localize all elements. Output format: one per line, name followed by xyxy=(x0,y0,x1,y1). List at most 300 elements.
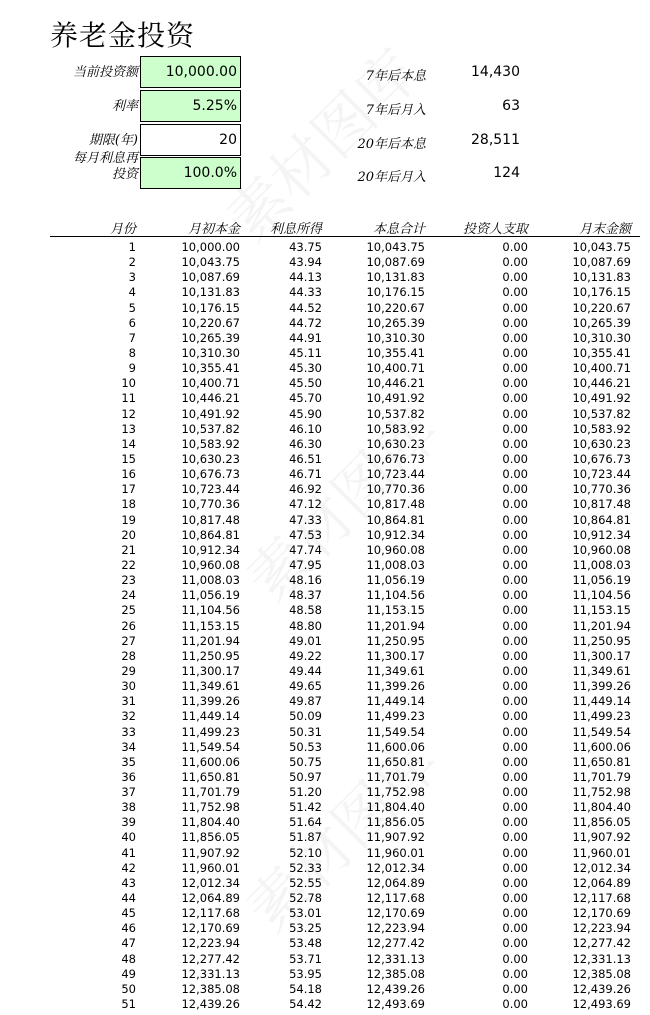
reinvest-input[interactable]: 100.0% xyxy=(140,157,241,189)
cell-month: 23 xyxy=(121,573,136,588)
table-row xyxy=(0,997,650,1012)
cell-closing-amount: 11,300.17 xyxy=(572,648,631,663)
cell-interest: 52.10 xyxy=(289,845,322,860)
cell-total: 11,349.61 xyxy=(366,663,425,678)
cell-month: 31 xyxy=(121,694,136,709)
cell-total: 10,676.73 xyxy=(366,451,425,466)
cell-total: 10,491.92 xyxy=(366,391,425,406)
cell-interest: 47.33 xyxy=(289,512,322,527)
table-row xyxy=(0,725,650,740)
cell-opening-principal: 12,012.34 xyxy=(181,875,240,890)
cell-interest: 47.74 xyxy=(289,542,322,557)
cell-opening-principal: 11,056.19 xyxy=(181,588,240,603)
cell-month: 39 xyxy=(121,815,136,830)
table-row xyxy=(0,331,650,346)
cell-interest: 50.75 xyxy=(289,754,322,769)
cell-opening-principal: 11,600.06 xyxy=(181,754,240,769)
cell-total: 10,131.83 xyxy=(366,270,425,285)
cell-interest: 47.53 xyxy=(289,527,322,542)
cell-interest: 49.65 xyxy=(289,679,322,694)
cell-month: 3 xyxy=(128,270,136,285)
cell-month: 25 xyxy=(121,603,136,618)
cell-opening-principal: 10,446.21 xyxy=(181,391,240,406)
cell-withdrawal: 0.00 xyxy=(502,739,528,754)
table-row xyxy=(0,649,650,664)
cell-interest: 46.92 xyxy=(289,482,322,497)
cell-closing-amount: 10,960.08 xyxy=(572,542,631,557)
cell-withdrawal: 0.00 xyxy=(502,330,528,345)
cell-total: 10,960.08 xyxy=(366,542,425,557)
cell-closing-amount: 10,630.23 xyxy=(572,436,631,451)
cell-month: 44 xyxy=(121,891,136,906)
cell-total: 10,265.39 xyxy=(366,315,425,330)
cell-opening-principal: 12,170.69 xyxy=(181,921,240,936)
cell-opening-principal: 11,153.15 xyxy=(181,618,240,633)
header-interest: 利息所得 xyxy=(269,222,322,237)
cell-month: 49 xyxy=(121,966,136,981)
table-row xyxy=(0,407,650,422)
cell-total: 10,087.69 xyxy=(366,255,425,270)
cell-opening-principal: 11,856.05 xyxy=(181,830,240,845)
cell-closing-amount: 12,117.68 xyxy=(572,891,631,906)
table-row xyxy=(0,422,650,437)
cell-closing-amount: 11,549.54 xyxy=(572,724,631,739)
cell-opening-principal: 10,912.34 xyxy=(181,542,240,557)
cell-closing-amount: 12,277.42 xyxy=(572,936,631,951)
cell-withdrawal: 0.00 xyxy=(502,633,528,648)
cell-interest: 52.78 xyxy=(289,891,322,906)
cell-month: 41 xyxy=(121,845,136,860)
table-row xyxy=(0,679,650,694)
cell-opening-principal: 11,399.26 xyxy=(181,694,240,709)
cell-interest: 43.75 xyxy=(289,240,322,254)
cell-closing-amount: 10,537.82 xyxy=(572,406,631,421)
cell-month: 20 xyxy=(121,527,136,542)
cell-withdrawal: 0.00 xyxy=(502,451,528,466)
result-label-20y-total: 20年后本息 xyxy=(357,137,426,152)
cell-interest: 49.01 xyxy=(289,633,322,648)
cell-month: 14 xyxy=(121,436,136,451)
result-label-7y-total: 7年后本息 xyxy=(365,69,426,84)
cell-interest: 53.01 xyxy=(289,906,322,921)
cell-closing-amount: 10,446.21 xyxy=(572,376,631,391)
cell-closing-amount: 10,912.34 xyxy=(572,527,631,542)
cell-total: 10,220.67 xyxy=(366,300,425,315)
table-row xyxy=(0,936,650,951)
cell-total: 12,064.89 xyxy=(366,875,425,890)
cell-month: 15 xyxy=(121,451,136,466)
cell-withdrawal: 0.00 xyxy=(502,497,528,512)
cell-opening-principal: 10,817.48 xyxy=(181,512,240,527)
cell-month: 9 xyxy=(128,361,136,376)
cell-closing-amount: 12,170.69 xyxy=(572,906,631,921)
cell-closing-amount: 11,907.92 xyxy=(572,830,631,845)
cell-closing-amount: 10,817.48 xyxy=(572,497,631,512)
cell-month: 18 xyxy=(121,497,136,512)
cell-opening-principal: 10,220.67 xyxy=(181,315,240,330)
cell-month: 43 xyxy=(121,875,136,890)
cell-interest: 50.09 xyxy=(289,709,322,724)
cell-opening-principal: 11,549.54 xyxy=(181,739,240,754)
table-row xyxy=(0,982,650,997)
cell-month: 37 xyxy=(121,785,136,800)
cell-withdrawal: 0.00 xyxy=(502,300,528,315)
cell-opening-principal: 10,723.44 xyxy=(181,482,240,497)
cell-interest: 49.44 xyxy=(289,663,322,678)
cell-month: 1 xyxy=(128,240,136,254)
cell-closing-amount: 11,701.79 xyxy=(572,769,631,784)
cell-withdrawal: 0.00 xyxy=(502,467,528,482)
header-withdrawal: 投资人支取 xyxy=(462,222,528,237)
cell-total: 11,250.95 xyxy=(366,633,425,648)
cell-month: 21 xyxy=(121,542,136,557)
result-label-7y-monthly: 7年后月入 xyxy=(365,103,426,118)
table-row xyxy=(0,694,650,709)
cell-interest: 46.51 xyxy=(289,451,322,466)
table-row xyxy=(0,921,650,936)
cell-month: 45 xyxy=(121,906,136,921)
cell-closing-amount: 11,449.14 xyxy=(572,694,631,709)
cell-month: 32 xyxy=(121,709,136,724)
principal-input[interactable]: 10,000.00 xyxy=(140,56,241,88)
cell-total: 10,355.41 xyxy=(366,345,425,360)
cell-total: 12,385.08 xyxy=(366,966,425,981)
cell-withdrawal: 0.00 xyxy=(502,285,528,300)
cell-opening-principal: 12,331.13 xyxy=(181,966,240,981)
cell-interest: 45.50 xyxy=(289,376,322,391)
cell-closing-amount: 10,723.44 xyxy=(572,467,631,482)
cell-total: 11,153.15 xyxy=(366,603,425,618)
cell-total: 12,012.34 xyxy=(366,860,425,875)
result-label-20y-monthly: 20年后月入 xyxy=(357,170,426,185)
cell-closing-amount: 10,220.67 xyxy=(572,300,631,315)
cell-withdrawal: 0.00 xyxy=(502,648,528,663)
cell-month: 17 xyxy=(121,482,136,497)
cell-total: 10,864.81 xyxy=(366,512,425,527)
cell-total: 10,770.36 xyxy=(366,482,425,497)
cell-closing-amount: 11,960.01 xyxy=(572,845,631,860)
cell-closing-amount: 11,499.23 xyxy=(572,709,631,724)
cell-total: 11,104.56 xyxy=(366,588,425,603)
cell-month: 12 xyxy=(121,406,136,421)
cell-withdrawal: 0.00 xyxy=(502,618,528,633)
cell-month: 2 xyxy=(128,255,136,270)
cell-interest: 44.72 xyxy=(289,315,322,330)
table-row xyxy=(0,800,650,815)
cell-month: 19 xyxy=(121,512,136,527)
cell-month: 6 xyxy=(128,315,136,330)
cell-opening-principal: 12,064.89 xyxy=(181,891,240,906)
cell-interest: 44.91 xyxy=(289,330,322,345)
cell-opening-principal: 11,804.40 xyxy=(181,815,240,830)
cell-month: 4 xyxy=(128,285,136,300)
cell-month: 27 xyxy=(121,633,136,648)
input-label-rate: 利率 xyxy=(111,99,138,114)
cell-opening-principal: 10,176.15 xyxy=(181,300,240,315)
cell-withdrawal: 0.00 xyxy=(502,724,528,739)
result-value-20y-total: 28,511 xyxy=(471,132,520,148)
cell-withdrawal: 0.00 xyxy=(502,785,528,800)
input-label-term: 期限(年) xyxy=(88,133,138,148)
cell-month: 30 xyxy=(121,679,136,694)
cell-month: 33 xyxy=(121,724,136,739)
cell-total: 11,499.23 xyxy=(366,709,425,724)
cell-total: 10,723.44 xyxy=(366,467,425,482)
table-row xyxy=(0,830,650,845)
table-row xyxy=(0,376,650,391)
cell-total: 11,201.94 xyxy=(366,618,425,633)
cell-withdrawal: 0.00 xyxy=(502,436,528,451)
cell-closing-amount: 11,349.61 xyxy=(572,663,631,678)
page-title: 养老金投资 xyxy=(50,19,196,52)
cell-closing-amount: 10,491.92 xyxy=(572,391,631,406)
cell-withdrawal: 0.00 xyxy=(502,421,528,436)
table-header xyxy=(50,218,640,237)
cell-opening-principal: 10,864.81 xyxy=(181,527,240,542)
cell-total: 11,449.14 xyxy=(366,694,425,709)
table-body xyxy=(0,240,650,1012)
cell-opening-principal: 11,752.98 xyxy=(181,800,240,815)
cell-opening-principal: 11,960.01 xyxy=(181,860,240,875)
cell-opening-principal: 10,000.00 xyxy=(181,240,240,254)
cell-interest: 54.18 xyxy=(289,981,322,996)
cell-withdrawal: 0.00 xyxy=(502,906,528,921)
cell-closing-amount: 10,355.41 xyxy=(572,345,631,360)
cell-opening-principal: 12,277.42 xyxy=(181,951,240,966)
cell-withdrawal: 0.00 xyxy=(502,557,528,572)
cell-closing-amount: 10,131.83 xyxy=(572,270,631,285)
cell-opening-principal: 10,310.30 xyxy=(181,345,240,360)
cell-withdrawal: 0.00 xyxy=(502,512,528,527)
cell-withdrawal: 0.00 xyxy=(502,376,528,391)
result-value-20y-monthly: 124 xyxy=(493,165,520,181)
cell-closing-amount: 10,176.15 xyxy=(572,285,631,300)
cell-closing-amount: 12,012.34 xyxy=(572,860,631,875)
cell-withdrawal: 0.00 xyxy=(502,921,528,936)
cell-closing-amount: 11,056.19 xyxy=(572,573,631,588)
cell-total: 11,008.03 xyxy=(366,557,425,572)
cell-interest: 45.30 xyxy=(289,361,322,376)
table-row xyxy=(0,815,650,830)
table-row xyxy=(0,316,650,331)
cell-interest: 47.12 xyxy=(289,497,322,512)
cell-month: 35 xyxy=(121,754,136,769)
cell-closing-amount: 12,439.26 xyxy=(572,981,631,996)
table-row xyxy=(0,285,650,300)
cell-withdrawal: 0.00 xyxy=(502,482,528,497)
cell-opening-principal: 11,104.56 xyxy=(181,603,240,618)
cell-interest: 52.55 xyxy=(289,875,322,890)
cell-closing-amount: 11,153.15 xyxy=(572,603,631,618)
cell-closing-amount: 12,064.89 xyxy=(572,875,631,890)
cell-closing-amount: 11,856.05 xyxy=(572,815,631,830)
cell-withdrawal: 0.00 xyxy=(502,860,528,875)
cell-opening-principal: 11,449.14 xyxy=(181,709,240,724)
cell-withdrawal: 0.00 xyxy=(502,527,528,542)
table-row xyxy=(0,861,650,876)
cell-withdrawal: 0.00 xyxy=(502,891,528,906)
table-row xyxy=(0,664,650,679)
table-row xyxy=(0,846,650,861)
cell-closing-amount: 12,223.94 xyxy=(572,921,631,936)
term-input[interactable]: 20 xyxy=(140,124,241,156)
table-row xyxy=(0,619,650,634)
cell-closing-amount: 11,104.56 xyxy=(572,588,631,603)
cell-month: 47 xyxy=(121,936,136,951)
cell-month: 40 xyxy=(121,830,136,845)
cell-interest: 49.22 xyxy=(289,648,322,663)
table-row xyxy=(0,573,650,588)
cell-interest: 51.20 xyxy=(289,785,322,800)
result-value-7y-monthly: 63 xyxy=(502,98,520,114)
cell-withdrawal: 0.00 xyxy=(502,603,528,618)
cell-withdrawal: 0.00 xyxy=(502,542,528,557)
cell-interest: 46.71 xyxy=(289,467,322,482)
cell-opening-principal: 11,907.92 xyxy=(181,845,240,860)
table-row xyxy=(0,452,650,467)
cell-closing-amount: 11,600.06 xyxy=(572,739,631,754)
cell-withdrawal: 0.00 xyxy=(502,754,528,769)
cell-opening-principal: 10,630.23 xyxy=(181,451,240,466)
cell-total: 10,817.48 xyxy=(366,497,425,512)
cell-withdrawal: 0.00 xyxy=(502,951,528,966)
cell-interest: 53.48 xyxy=(289,936,322,951)
cell-total: 12,439.26 xyxy=(366,981,425,996)
cell-total: 12,170.69 xyxy=(366,906,425,921)
cell-closing-amount: 11,399.26 xyxy=(572,679,631,694)
cell-withdrawal: 0.00 xyxy=(502,345,528,360)
cell-withdrawal: 0.00 xyxy=(502,663,528,678)
table-row xyxy=(0,240,650,255)
cell-interest: 51.87 xyxy=(289,830,322,845)
cell-closing-amount: 11,008.03 xyxy=(572,557,631,572)
cell-interest: 51.42 xyxy=(289,800,322,815)
table-row xyxy=(0,709,650,724)
cell-interest: 44.33 xyxy=(289,285,322,300)
cell-closing-amount: 11,201.94 xyxy=(572,618,631,633)
cell-month: 16 xyxy=(121,467,136,482)
cell-withdrawal: 0.00 xyxy=(502,966,528,981)
cell-interest: 50.31 xyxy=(289,724,322,739)
cell-opening-principal: 12,117.68 xyxy=(181,906,240,921)
cell-withdrawal: 0.00 xyxy=(502,270,528,285)
cell-closing-amount: 10,310.30 xyxy=(572,330,631,345)
cell-month: 34 xyxy=(121,739,136,754)
cell-opening-principal: 10,043.75 xyxy=(181,255,240,270)
cell-withdrawal: 0.00 xyxy=(502,315,528,330)
table-row xyxy=(0,906,650,921)
table-row xyxy=(0,361,650,376)
table-row xyxy=(0,528,650,543)
header-total: 本息合计 xyxy=(372,222,425,237)
cell-month: 22 xyxy=(121,557,136,572)
cell-closing-amount: 10,400.71 xyxy=(572,361,631,376)
table-row xyxy=(0,891,650,906)
cell-total: 11,856.05 xyxy=(366,815,425,830)
cell-closing-amount: 12,493.69 xyxy=(572,997,631,1012)
cell-opening-principal: 10,491.92 xyxy=(181,406,240,421)
cell-interest: 43.94 xyxy=(289,255,322,270)
cell-total: 11,752.98 xyxy=(366,785,425,800)
cell-interest: 44.13 xyxy=(289,270,322,285)
cell-interest: 50.97 xyxy=(289,769,322,784)
cell-interest: 52.33 xyxy=(289,860,322,875)
table-row xyxy=(0,513,650,528)
cell-total: 11,650.81 xyxy=(366,754,425,769)
cell-closing-amount: 10,676.73 xyxy=(572,451,631,466)
cell-opening-principal: 10,131.83 xyxy=(181,285,240,300)
cell-month: 5 xyxy=(128,300,136,315)
table-row xyxy=(0,301,650,316)
cell-withdrawal: 0.00 xyxy=(502,240,528,254)
table-row xyxy=(0,876,650,891)
cell-total: 11,399.26 xyxy=(366,679,425,694)
rate-input[interactable]: 5.25% xyxy=(140,90,241,122)
input-label-reinvest-line2: 投资 xyxy=(111,167,138,182)
table-row xyxy=(0,270,650,285)
cell-opening-principal: 12,385.08 xyxy=(181,981,240,996)
cell-opening-principal: 10,770.36 xyxy=(181,497,240,512)
cell-opening-principal: 10,960.08 xyxy=(181,557,240,572)
cell-total: 10,310.30 xyxy=(366,330,425,345)
cell-month: 11 xyxy=(121,391,136,406)
cell-opening-principal: 11,008.03 xyxy=(181,573,240,588)
cell-total: 10,912.34 xyxy=(366,527,425,542)
cell-closing-amount: 12,385.08 xyxy=(572,966,631,981)
cell-withdrawal: 0.00 xyxy=(502,875,528,890)
cell-interest: 45.70 xyxy=(289,391,322,406)
table-row xyxy=(0,497,650,512)
cell-month: 36 xyxy=(121,769,136,784)
cell-opening-principal: 12,223.94 xyxy=(181,936,240,951)
cell-closing-amount: 12,331.13 xyxy=(572,951,631,966)
cell-withdrawal: 0.00 xyxy=(502,815,528,830)
header-closing-amount: 月末金额 xyxy=(578,222,631,237)
cell-total: 10,176.15 xyxy=(366,285,425,300)
cell-withdrawal: 0.00 xyxy=(502,800,528,815)
cell-total: 11,549.54 xyxy=(366,724,425,739)
cell-total: 12,493.69 xyxy=(366,997,425,1012)
cell-withdrawal: 0.00 xyxy=(502,769,528,784)
cell-closing-amount: 10,864.81 xyxy=(572,512,631,527)
cell-opening-principal: 12,439.26 xyxy=(181,997,240,1012)
cell-opening-principal: 10,676.73 xyxy=(181,467,240,482)
cell-month: 10 xyxy=(121,376,136,391)
table-row xyxy=(0,634,650,649)
cell-total: 11,300.17 xyxy=(366,648,425,663)
cell-total: 10,043.75 xyxy=(366,240,425,254)
cell-interest: 48.16 xyxy=(289,573,322,588)
cell-interest: 46.10 xyxy=(289,421,322,436)
cell-opening-principal: 11,349.61 xyxy=(181,679,240,694)
cell-interest: 46.30 xyxy=(289,436,322,451)
cell-closing-amount: 11,650.81 xyxy=(572,754,631,769)
result-value-7y-total: 14,430 xyxy=(471,64,520,80)
cell-month: 24 xyxy=(121,588,136,603)
cell-withdrawal: 0.00 xyxy=(502,255,528,270)
table-row xyxy=(0,543,650,558)
cell-month: 26 xyxy=(121,618,136,633)
table-row xyxy=(0,558,650,573)
cell-closing-amount: 11,804.40 xyxy=(572,800,631,815)
table-row xyxy=(0,952,650,967)
cell-opening-principal: 11,201.94 xyxy=(181,633,240,648)
cell-interest: 49.87 xyxy=(289,694,322,709)
cell-interest: 45.11 xyxy=(289,345,322,360)
cell-interest: 48.37 xyxy=(289,588,322,603)
cell-opening-principal: 10,087.69 xyxy=(181,270,240,285)
cell-interest: 48.58 xyxy=(289,603,322,618)
